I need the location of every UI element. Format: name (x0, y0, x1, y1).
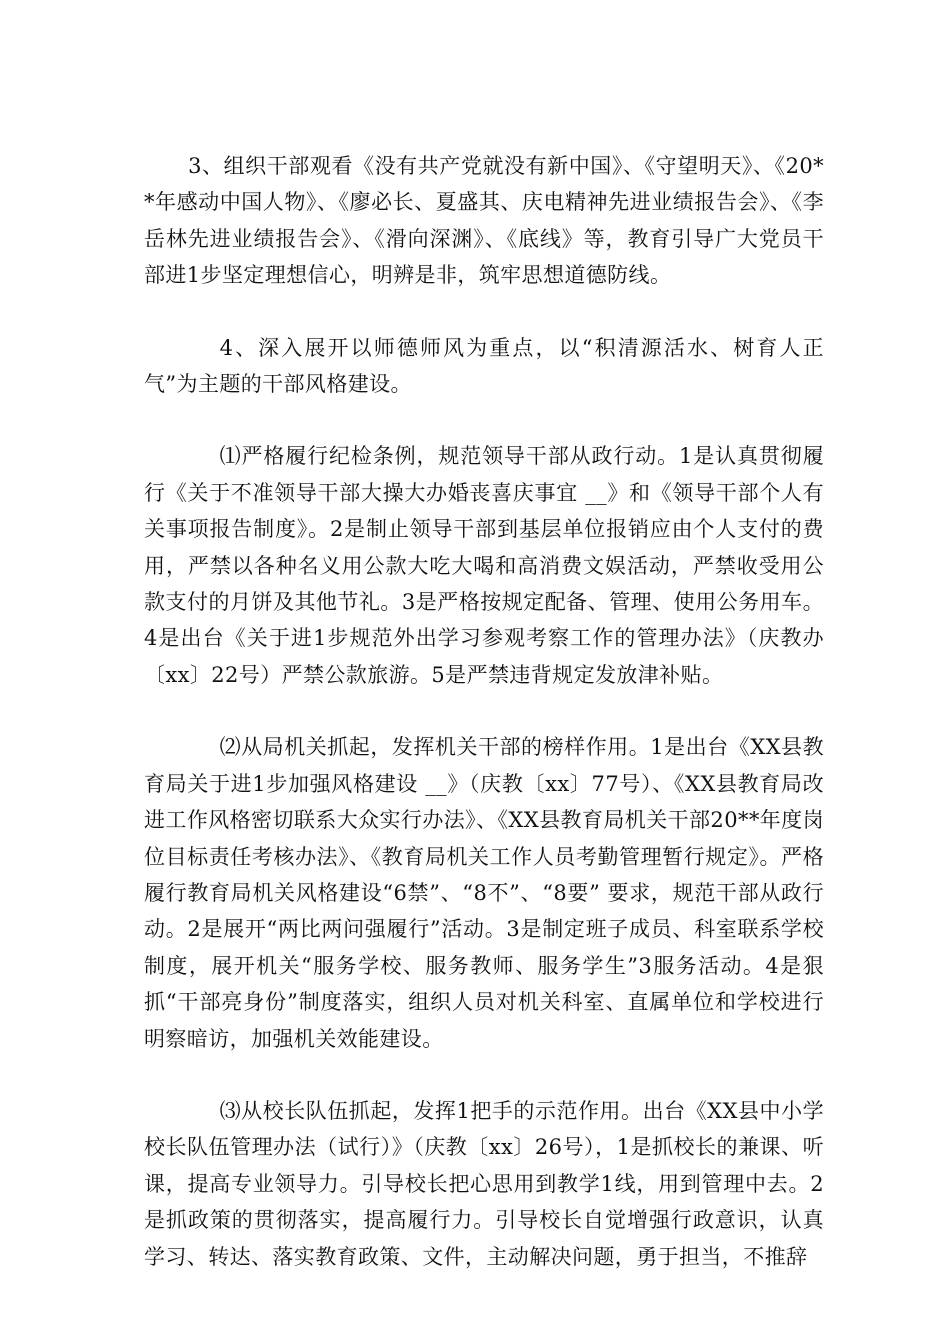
paragraph-subitem-2-bureau-organs: ⑵从局机关抓起，发挥机关干部的榜样作用。1是出台《XX县教育局关于进1步加强风格建设 __》（庆教〔xx〕77号）、《XX县教育局改进工作风格密切联系大众实行办法》、《XX县教育局机关干部20**年度岗位目标责任考核办法》、《教育局机关工作人员考勤管理暂行规定》。严格履行教育局机关风格建设“6禁”、“8不”、“8要” 要求，规范干部从政行动。2是展开“两比两问强履行”活动。3是制定班子成员、科室联系学校制度，展开机关“服务学校、服务教师、服务学生”3服务活动。4是狠抓“干部亮身份”制度落实，组织人员对机关科室、直属单位和学校进行明察暗访，加强机关效能建设。 (144, 735, 824, 1051)
paragraph-item-4-style-building: 4、深入展开以师德师风为重点，以“积清源活水、树育人正气”为主题的干部风格建设。 (144, 335, 824, 397)
paragraph-item-3-film-viewing: 3、组织干部观看《没有共产党就没有新中国》、《守望明天》、《20**年感动中国人物》、《廖必长、夏盛其、庆电精神先进业绩报告会》、《李岳林先进业绩报告会》、《滑向深渊》、《底线》等，教育引导广大党员干部进1步坚定理想信心，明辨是非，筑牢思想道德防线。 (144, 154, 824, 288)
document-body (144, 148, 824, 1275)
paragraph-subitem-1-discipline: ⑴严格履行纪检条例，规范领导干部从政行动。1是认真贯彻履行《关于不准领导干部大操大办婚丧喜庆事宜 __》和《领导干部个人有关事项报告制度》。2是制止领导干部到基层单位报销应由个人支付的费用，严禁以各种名义用公款大吃大喝和高消费文娱活动，严禁收受用公款支付的月饼及其他节礼。3是严格按规定配备、管理、使用公务用车。4是出台《关于进1步规范外出学习参观考察工作的管理办法》（庆教办〔xx〕22号）严禁公款旅游。5是严禁违背规定发放津补贴。 (144, 444, 824, 687)
paragraph-subitem-3-principals: ⑶从校长队伍抓起，发挥1把手的示范作用。出台《XX县中小学校长队伍管理办法（试行）》（庆教〔xx〕26号），1是抓校长的兼课、听课，提高专业领导力。引导校长把心思用到教学1线，用到管理中去。2是抓政策的贯彻落实，提高履行力。引导校长自觉增强行政意识，认真学习、转达、落实教育政策、文件，主动解决问题，勇于担当，不推辞 (144, 1098, 824, 1269)
